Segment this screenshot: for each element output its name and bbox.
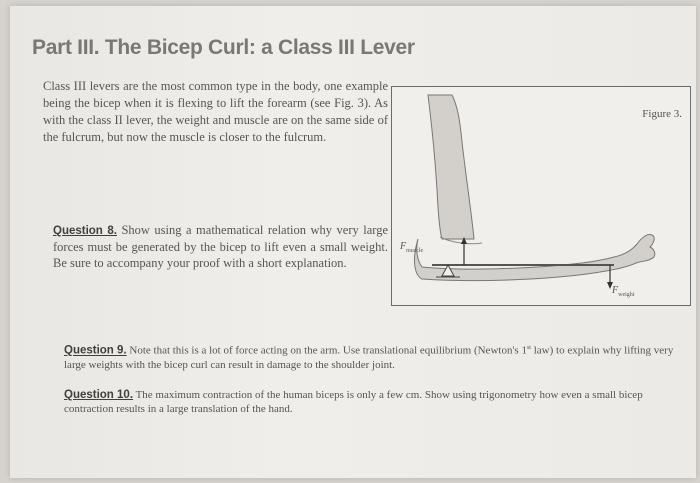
question-9-text-before: Note that this is a lot of force acting on the arm. Use translational equilibrium (Newton's 1 [126,344,527,357]
question-10-label: Question 10. [64,389,134,401]
question-8-text: Show using a mathematical relation why very large forces must be generated by the bicep to lift even a small weight. Be sure to accompany your proof with a short explanation. [53,223,388,270]
section-heading: Part III. The Bicep Curl: a Class III Lever [32,36,415,59]
figure-3 [391,86,691,306]
intro-paragraph: Class III levers are the most common type in the body, one example being the bicep when it is flexing to lift the forearm (see Fig. 3). As with the class II lever, the weight and muscle are on the same side of the fulcrum, but now the muscle is closer to the fulcrum. [43,79,388,144]
upper-arm-shape [428,95,474,239]
question-8-label: Question 8. [53,225,117,237]
weight-force-subscript: weight [618,292,635,298]
document-page [10,6,696,478]
arm-diagram [392,87,690,305]
question-10-text: The maximum contraction of the human biceps is only a few cm. Show using trigonometry how even a small bicep contraction results in a large translation of the hand. [64,389,643,415]
muscle-force-subscript: muscle [406,248,424,254]
question-8 [53,222,388,271]
question-9-text-after: law) to explain why lifting very large weights with the bicep curl can result in damage to the shoulder joint. [64,344,674,371]
figure-label: Figure 3. [642,108,682,120]
muscle-force-label [400,241,423,254]
question-9-label: Question 9. [64,344,127,357]
muscle-force-symbol: F [400,241,407,252]
question-10 [64,388,684,416]
question-9-superscript: st [526,345,531,351]
question-9 [64,341,684,372]
weight-force-label [612,285,634,298]
weight-force-symbol: F [612,285,619,296]
